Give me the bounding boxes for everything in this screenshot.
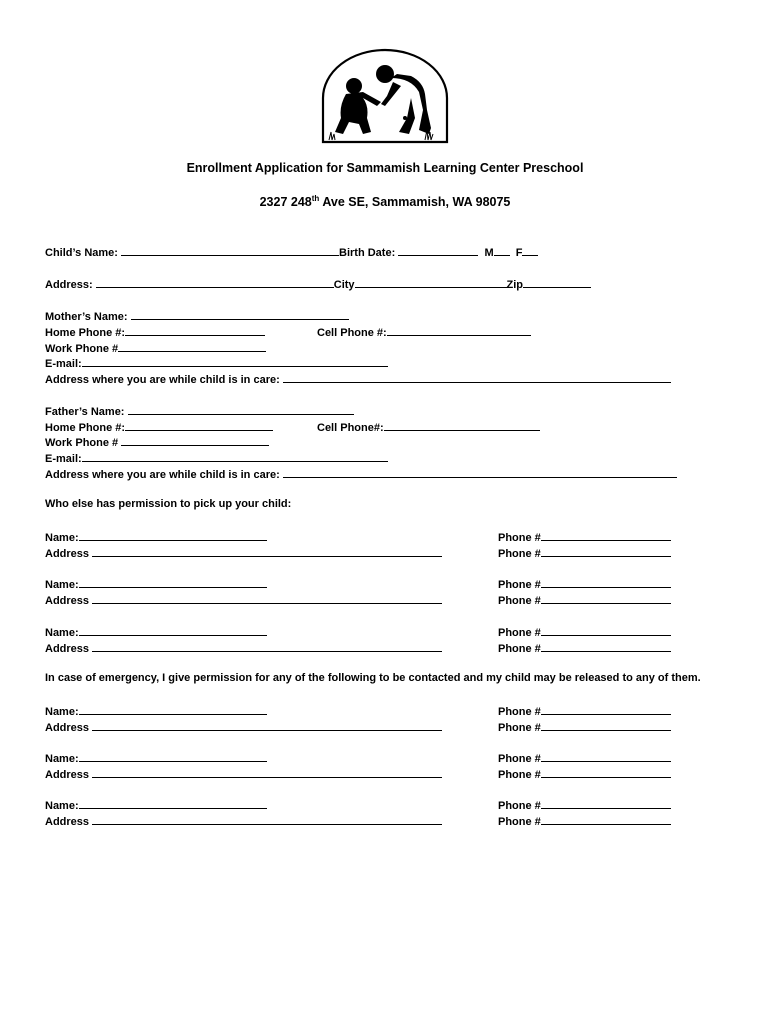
father-email-row <box>45 450 388 466</box>
father-email-field[interactable] <box>82 450 388 462</box>
emergency-contact-name-field[interactable] <box>79 750 267 762</box>
pickup-contact-phone-row <box>498 576 671 592</box>
emergency-contact-phone-label: Phone # <box>498 722 541 734</box>
address-suffix: th <box>311 194 320 203</box>
emergency-contact-phone-row <box>498 703 671 719</box>
father-home-phone-label: Home Phone #: <box>45 422 126 434</box>
pickup-contact-name-field[interactable] <box>79 624 267 636</box>
father-cell-phone-row <box>317 419 540 435</box>
pickup-contact-name-row <box>45 529 267 545</box>
pickup-contact-address-field[interactable] <box>92 592 442 604</box>
father-work-phone-row <box>45 434 269 450</box>
pickup-heading: Who else has permission to pick up your child: <box>45 498 292 510</box>
child-address-row <box>45 276 591 292</box>
pickup-contact-phone-label: Phone # <box>498 643 541 655</box>
emergency-contact-phone-label: Phone # <box>498 769 541 781</box>
zip-label: Zip <box>506 279 524 291</box>
emergency-contact-phone-label: Phone # <box>498 800 541 812</box>
mother-care-address-label: Address where you are while child is in care: <box>45 374 280 386</box>
mother-work-phone-label: Work Phone # <box>45 343 119 355</box>
father-work-phone-field[interactable] <box>121 434 269 446</box>
pickup-contact-phone-row <box>498 624 671 640</box>
father-name-field[interactable] <box>128 403 354 415</box>
pickup-contact-phone-row <box>498 592 671 608</box>
emergency-contact-phone-field[interactable] <box>541 766 671 778</box>
mother-cell-phone-field[interactable] <box>387 324 531 336</box>
mother-home-phone-field[interactable] <box>125 324 265 336</box>
emergency-contact-phone-field[interactable] <box>541 703 671 715</box>
emergency-contact-name-label: Name: <box>45 800 79 812</box>
father-cell-phone-label: Cell Phone#: <box>317 422 384 434</box>
emergency-contact-address-label: Address <box>45 816 90 828</box>
pickup-contact-name-label: Name: <box>45 579 79 591</box>
pickup-contact-address-row <box>45 592 442 608</box>
pickup-contact-phone-field[interactable] <box>541 624 671 636</box>
school-address <box>0 194 770 209</box>
emergency-contact-address-row <box>45 719 442 735</box>
mother-home-phone-label: Home Phone #: <box>45 327 126 339</box>
pickup-contact-phone-label: Phone # <box>498 627 541 639</box>
zip-field[interactable] <box>523 276 591 288</box>
father-cell-phone-field[interactable] <box>384 419 540 431</box>
pickup-contact-address-label: Address <box>45 548 90 560</box>
mother-email-row <box>45 355 388 371</box>
address-street: Ave SE, Sammamish, WA 98075 <box>319 195 511 210</box>
emergency-contact-name-row <box>45 750 267 766</box>
mother-name-field[interactable] <box>131 308 349 320</box>
emergency-contact-address-field[interactable] <box>92 766 442 778</box>
emergency-contact-phone-label: Phone # <box>498 753 541 765</box>
pickup-contact-phone-field[interactable] <box>541 576 671 588</box>
emergency-contact-address-field[interactable] <box>92 719 442 731</box>
child-address-field[interactable] <box>96 276 334 288</box>
mother-cell-phone-row <box>317 324 531 340</box>
mother-work-phone-field[interactable] <box>118 340 266 352</box>
pickup-contact-phone-label: Phone # <box>498 532 541 544</box>
father-care-address-label: Address where you are while child is in care: <box>45 469 280 481</box>
child-address-label: Address: <box>45 279 93 291</box>
emergency-contact-phone-row <box>498 766 671 782</box>
mother-work-phone-row <box>45 340 266 356</box>
pickup-contact-name-field[interactable] <box>79 576 267 588</box>
emergency-heading: In case of emergency, I give permission for any of the following to be contacted and my child may be released to any of them. <box>45 672 701 684</box>
mother-care-address-field[interactable] <box>283 371 671 383</box>
emergency-contact-name-field[interactable] <box>79 797 267 809</box>
form-title: Enrollment Application for Sammamish Learning Center Preschool <box>186 161 584 175</box>
pickup-contact-address-field[interactable] <box>92 545 442 557</box>
pickup-contact-address-row <box>45 545 442 561</box>
emergency-contact-address-label: Address <box>45 769 90 781</box>
male-field[interactable] <box>494 244 510 256</box>
pickup-contact-phone-label: Phone # <box>498 548 541 560</box>
mother-cell-phone-label: Cell Phone #: <box>317 327 387 339</box>
father-email-label: E-mail: <box>45 453 82 465</box>
emergency-contact-address-row <box>45 766 442 782</box>
children-silhouette-logo <box>319 48 451 144</box>
emergency-contact-phone-row <box>498 719 671 735</box>
emergency-contact-address-field[interactable] <box>92 813 442 825</box>
emergency-contact-phone-label: Phone # <box>498 816 541 828</box>
emergency-contact-phone-row <box>498 797 671 813</box>
pickup-contact-address-label: Address <box>45 643 90 655</box>
emergency-contact-address-row <box>45 813 442 829</box>
pickup-contact-phone-row <box>498 545 671 561</box>
mother-name-label: Mother’s Name: <box>45 311 128 323</box>
pickup-contact-phone-row <box>498 640 671 656</box>
emergency-contact-phone-field[interactable] <box>541 813 671 825</box>
emergency-contact-name-field[interactable] <box>79 703 267 715</box>
emergency-contact-phone-field[interactable] <box>541 750 671 762</box>
pickup-contact-phone-field[interactable] <box>541 529 671 541</box>
birth-date-field[interactable] <box>398 244 478 256</box>
pickup-contact-address-row <box>45 640 442 656</box>
pickup-contact-phone-label: Phone # <box>498 595 541 607</box>
pickup-contact-name-row <box>45 576 267 592</box>
mother-name-row <box>45 308 349 324</box>
pickup-contact-phone-label: Phone # <box>498 579 541 591</box>
pickup-contact-phone-field[interactable] <box>541 592 671 604</box>
child-name-row <box>45 244 538 260</box>
mother-home-phone-row <box>45 324 265 340</box>
emergency-contact-phone-row <box>498 750 671 766</box>
female-field[interactable] <box>522 244 538 256</box>
father-name-label: Father’s Name: <box>45 406 125 418</box>
emergency-contact-name-label: Name: <box>45 753 79 765</box>
emergency-contact-phone-row <box>498 813 671 829</box>
pickup-contact-address-field[interactable] <box>92 640 442 652</box>
emergency-contact-name-row <box>45 703 267 719</box>
address-number: 2327 248 <box>259 195 312 210</box>
father-home-phone-row <box>45 419 273 435</box>
birth-date-label: Birth Date: <box>339 247 396 259</box>
child-name-field[interactable] <box>121 244 339 256</box>
emergency-contact-phone-field[interactable] <box>541 797 671 809</box>
mother-care-address-row <box>45 371 671 387</box>
father-care-address-field[interactable] <box>283 466 677 478</box>
emergency-contact-name-label: Name: <box>45 706 79 718</box>
emergency-contact-address-label: Address <box>45 722 90 734</box>
female-label: F <box>515 247 523 259</box>
pickup-contact-phone-field[interactable] <box>541 640 671 652</box>
mother-email-field[interactable] <box>82 355 388 367</box>
pickup-contact-name-field[interactable] <box>79 529 267 541</box>
emergency-contact-phone-label: Phone # <box>498 706 541 718</box>
pickup-contact-name-label: Name: <box>45 532 79 544</box>
mother-email-label: E-mail: <box>45 358 82 370</box>
pickup-contact-name-label: Name: <box>45 627 79 639</box>
pickup-contact-name-row <box>45 624 267 640</box>
city-field[interactable] <box>355 276 507 288</box>
city-label: City <box>333 279 355 291</box>
father-name-row <box>45 403 354 419</box>
child-name-label: Child’s Name: <box>45 247 118 259</box>
pickup-contact-address-label: Address <box>45 595 90 607</box>
emergency-contact-name-row <box>45 797 267 813</box>
emergency-contact-phone-field[interactable] <box>541 719 671 731</box>
father-home-phone-field[interactable] <box>125 419 273 431</box>
pickup-contact-phone-row <box>498 529 671 545</box>
father-care-address-row <box>45 466 677 482</box>
male-label: M <box>484 247 494 259</box>
pickup-contact-phone-field[interactable] <box>541 545 671 557</box>
father-work-phone-label: Work Phone # <box>45 437 119 449</box>
